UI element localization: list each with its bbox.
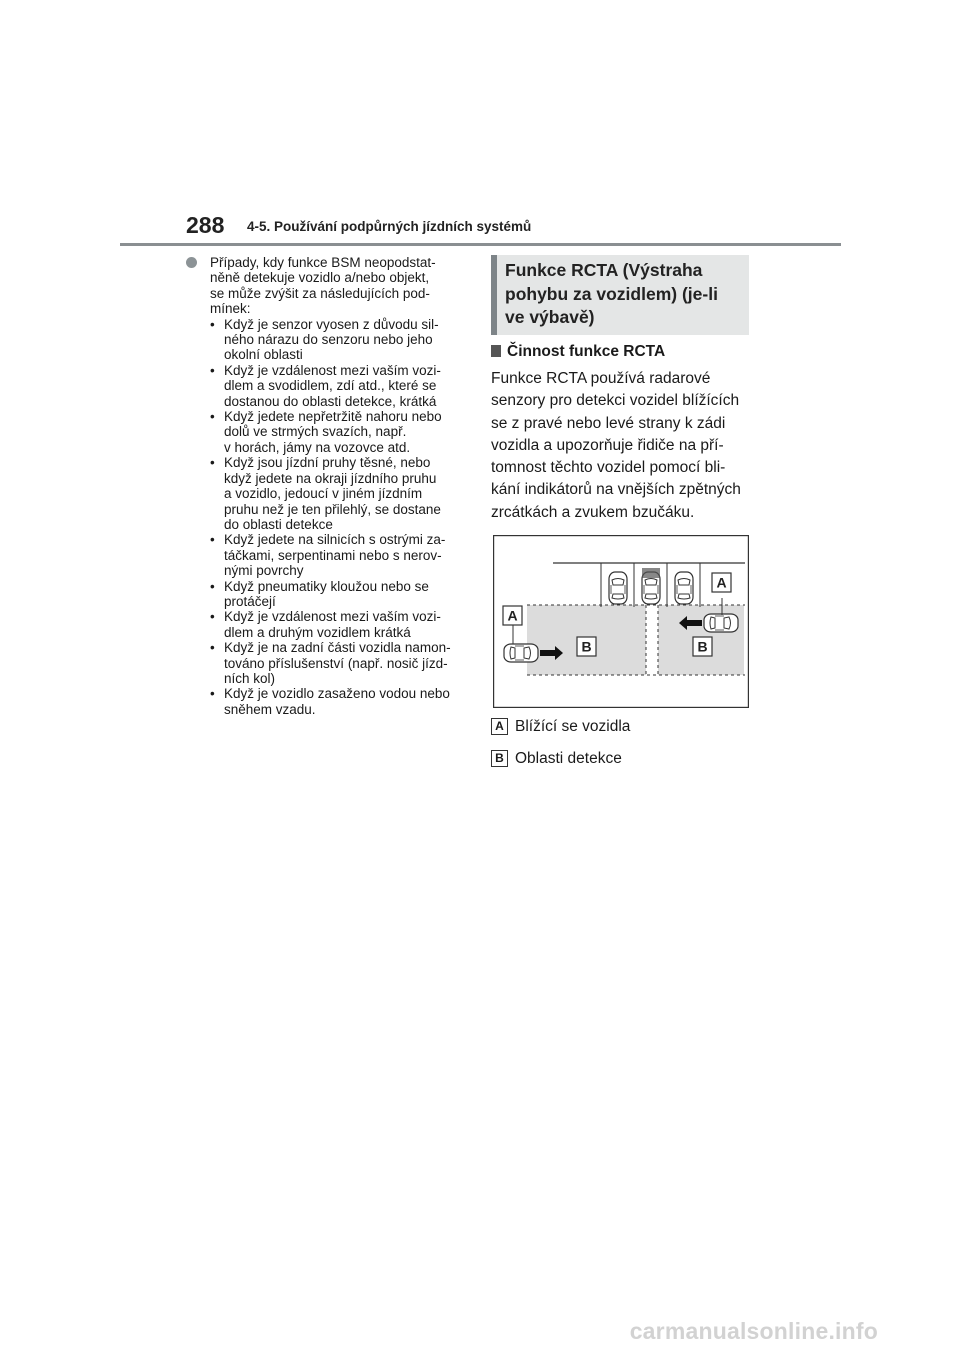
body-line: Funkce RCTA používá radarové [491, 370, 711, 387]
condition-line: dostanou do oblasti detekce, krátká [224, 393, 437, 409]
condition-item [210, 317, 466, 363]
legend-text: Oblasti detekce [515, 750, 622, 767]
condition-line: do oblasti detekce [224, 516, 333, 532]
rcta-subheading [491, 343, 665, 361]
label-a: A [716, 574, 727, 591]
condition-line: Když jsou jízdní pruhy těsné, nebo [224, 455, 431, 471]
condition-line: dlem a druhým vozidlem krátká [224, 624, 411, 640]
condition-item [210, 609, 466, 640]
condition-line: Když je vozidlo zasaženo vodou nebo [224, 686, 450, 702]
title-line: Funkce RCTA (Výstraha [505, 260, 703, 280]
body-line: senzory pro detekci vozidel blížících [491, 392, 740, 410]
condition-line: sněhem vzadu. [224, 701, 316, 717]
condition-item [210, 686, 466, 717]
condition-line: v horách, jámy na vozovce atd. [224, 439, 411, 455]
rcta-title [505, 259, 745, 330]
circle-bullet-icon [186, 257, 197, 268]
lead-line: něně detekuje vozidlo a/nebo objekt, [210, 270, 430, 286]
subheading-text: Činnost funkce RCTA [507, 343, 666, 360]
condition-line: táčkami, serpentinami nebo s nerov- [224, 547, 442, 563]
body-line: se z pravé nebo levé strany k zádi [491, 414, 726, 432]
section-title: 4-5. Používání podpůrných jízdních systémů [247, 219, 532, 234]
condition-line: Když pneumatiky kloužou nebo se [224, 578, 429, 594]
condition-line: když jedete na okraji jízdního pruhu [224, 470, 437, 486]
condition-line: ného nárazu do senzoru nebo jeho [224, 332, 433, 348]
title-line: pohybu za vozidlem) (je-li [505, 283, 718, 304]
lead-line: Případy, kdy funkce BSM neopodstat- [210, 255, 436, 270]
body-line: kání indikátorů na vnějších zpětných [491, 481, 741, 499]
rcta-title-box [491, 255, 749, 335]
condition-line: ních kol) [224, 670, 276, 686]
own-car-rear-window [642, 568, 660, 578]
condition-item [210, 532, 466, 578]
label-a: A [507, 607, 518, 624]
legend-key-box: A [491, 718, 508, 735]
lead-paragraph [186, 255, 466, 317]
condition-item [210, 640, 466, 686]
condition-item [210, 363, 466, 409]
condition-line: továno příslušenství (např. nosič jízd- [224, 655, 448, 671]
label-b: B [581, 638, 592, 655]
page-number: 288 [186, 212, 225, 238]
lead-line: mínek: [210, 301, 251, 317]
condition-line: a vozidlo, jedoucí v jiném jízdním [224, 486, 423, 502]
approaching-car-left [504, 644, 538, 662]
square-bullet-icon [491, 345, 501, 357]
condition-line: Když jedete na silnicích s ostrými za- [224, 532, 446, 548]
header-rule [120, 243, 841, 246]
condition-line: protáčejí [224, 593, 276, 609]
rcta-diagram [493, 535, 749, 708]
body-line: tomnost těchto vozidel pomocí bli- [491, 459, 726, 477]
lead-line: se může zvýšit za následujících pod- [210, 285, 430, 301]
approaching-car-right [704, 614, 738, 632]
condition-item [210, 409, 466, 455]
title-accent-bar [491, 255, 497, 335]
condition-line: pruhu než je ten přilehlý, se dostane [224, 501, 441, 517]
parked-car [675, 572, 693, 604]
parked-car [609, 572, 627, 604]
condition-line: okolní oblasti [224, 347, 303, 363]
right-column [491, 255, 751, 767]
lead-text [210, 255, 466, 317]
condition-line: Když je vzdálenost mezi vaším vozi- [224, 609, 441, 625]
title-line: ve výbavě) [505, 307, 595, 327]
condition-line: Když je senzor vyosen z důvodu sil- [224, 316, 439, 332]
legend-key-box: B [491, 750, 508, 767]
body-line: vozidla a upozorňuje řidiče na pří- [491, 436, 724, 454]
condition-item [210, 579, 466, 610]
legend-text: Blížící se vozidla [515, 718, 631, 735]
condition-line: dolů ve strmých svazích, např. [224, 424, 407, 440]
left-column [186, 255, 466, 717]
rcta-description [491, 368, 749, 524]
condition-list [186, 317, 466, 718]
legend-item-a [491, 718, 630, 736]
watermark: carmanualsonline.info [629, 1318, 878, 1344]
condition-line: nými povrchy [224, 563, 304, 579]
condition-item [210, 455, 466, 532]
condition-line: dlem a svodidlem, zdí atd., které se [224, 378, 437, 394]
condition-line: Když je vzdálenost mezi vaším vozi- [224, 362, 441, 378]
page-header [0, 0, 960, 250]
body-line: zrcátkách a zvukem bzučáku. [491, 503, 695, 521]
legend-item-b [491, 750, 622, 768]
label-b: B [697, 638, 708, 655]
condition-line: Když jedete nepřetržitě nahoru nebo [224, 409, 442, 425]
condition-line: Když je na zadní části vozidla namon- [224, 640, 451, 656]
